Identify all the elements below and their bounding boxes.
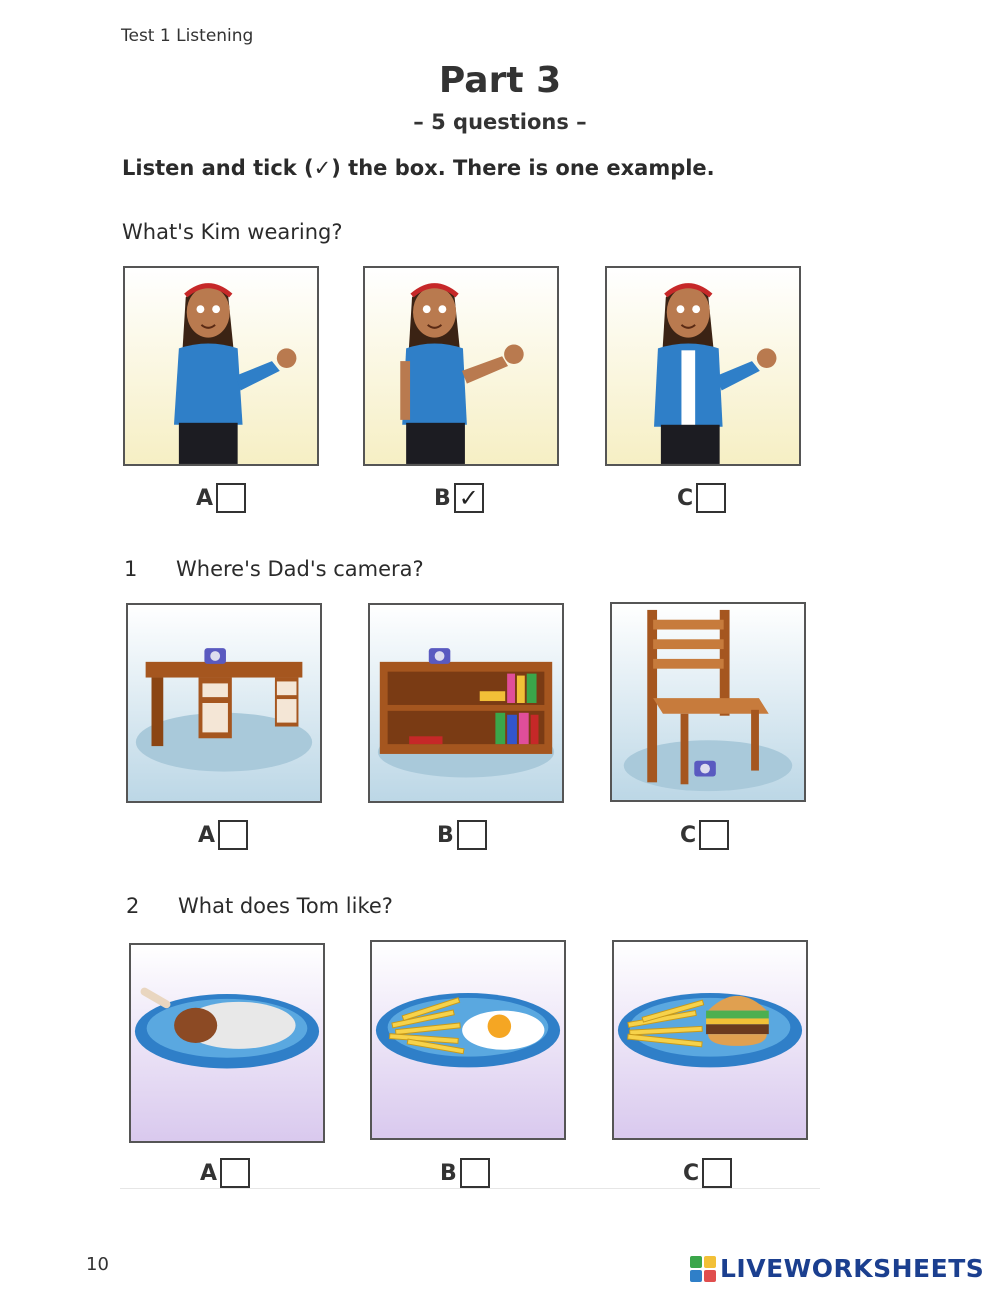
question-number: 1 bbox=[124, 557, 138, 581]
q1-option-a bbox=[198, 818, 248, 852]
option-letter: A bbox=[198, 822, 216, 848]
page-number: 10 bbox=[86, 1254, 109, 1275]
tick-box[interactable]: ✓ bbox=[454, 483, 484, 513]
q2-option-a bbox=[200, 1156, 250, 1190]
brand-name: LIVEWORKSHEETS bbox=[720, 1254, 985, 1283]
q2-picture-a bbox=[129, 943, 325, 1143]
brand-logo bbox=[690, 1254, 984, 1283]
tick-box[interactable] bbox=[216, 483, 246, 513]
instruction: Listen and tick (✓) the box. There is one example. bbox=[122, 156, 715, 180]
part-title: Part 3 bbox=[438, 60, 562, 101]
q2-option-b bbox=[440, 1156, 490, 1190]
q1-option-c bbox=[680, 818, 729, 852]
option-letter: B bbox=[434, 485, 451, 511]
question-text: What does Tom like? bbox=[178, 894, 393, 918]
tick-box[interactable] bbox=[218, 820, 248, 850]
question-1 bbox=[124, 557, 424, 581]
brand-grid-icon bbox=[690, 1256, 716, 1282]
option-letter: A bbox=[196, 485, 214, 511]
example-picture-b bbox=[363, 266, 559, 466]
option-letter: C bbox=[683, 1160, 700, 1186]
example-question: What's Kim wearing? bbox=[122, 220, 343, 244]
example-picture-a bbox=[123, 266, 319, 466]
option-letter: A bbox=[200, 1160, 218, 1186]
example-option-c bbox=[677, 481, 726, 515]
tick-box[interactable] bbox=[702, 1158, 732, 1188]
q2-picture-b bbox=[370, 940, 566, 1140]
option-letter: C bbox=[680, 822, 697, 848]
question-number: 2 bbox=[126, 894, 140, 918]
tick-box[interactable] bbox=[699, 820, 729, 850]
q1-picture-c bbox=[610, 602, 806, 802]
q1-picture-b bbox=[368, 603, 564, 803]
option-letter: B bbox=[440, 1160, 457, 1186]
tick-box[interactable] bbox=[220, 1158, 250, 1188]
q1-picture-a bbox=[126, 603, 322, 803]
q2-option-c bbox=[683, 1156, 732, 1190]
question-2 bbox=[126, 894, 393, 918]
example-picture-c bbox=[605, 266, 801, 466]
tick-box[interactable] bbox=[460, 1158, 490, 1188]
q2-picture-c bbox=[612, 940, 808, 1140]
question-text: Where's Dad's camera? bbox=[176, 557, 424, 581]
tick-box[interactable] bbox=[696, 483, 726, 513]
option-letter: B bbox=[437, 822, 454, 848]
test-header: Test 1 Listening bbox=[121, 26, 254, 46]
example-option-a bbox=[196, 481, 246, 515]
q1-option-b bbox=[437, 818, 487, 852]
part-subtitle: – 5 questions – bbox=[413, 110, 587, 134]
tick-box[interactable] bbox=[457, 820, 487, 850]
divider bbox=[120, 1188, 820, 1189]
example-option-b bbox=[434, 481, 484, 515]
option-letter: C bbox=[677, 485, 694, 511]
